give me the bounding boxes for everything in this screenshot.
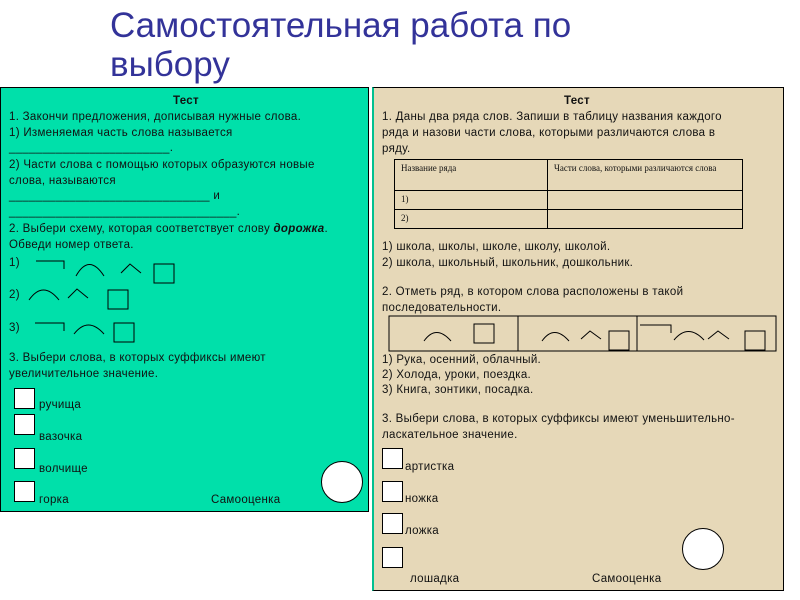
- word-row-1: 1) школа, школы, школе, школу, школой.: [382, 241, 611, 253]
- checkbox-gorka[interactable]: [14, 481, 35, 502]
- scheme-1: [36, 261, 174, 283]
- checkbox-vazochka[interactable]: [14, 414, 35, 435]
- table-cell[interactable]: 1): [395, 191, 548, 210]
- question-2-cont: последовательности.: [382, 302, 502, 314]
- option-1-label[interactable]: 1): [9, 257, 20, 269]
- word-label: ручища: [39, 399, 82, 411]
- root-icon: [29, 290, 59, 300]
- ending-icon: [640, 325, 671, 333]
- option-2-label[interactable]: 2): [9, 289, 20, 301]
- answer-1[interactable]: 1) Рука, осенний, облачный.: [382, 354, 542, 366]
- question-2-text: 2. Выбери схему, которая соответствует слову: [9, 223, 274, 235]
- root-icon: [76, 265, 104, 277]
- suffix-icon: [581, 331, 601, 339]
- word-label: ложка: [405, 525, 439, 537]
- question-1-2-cont: слова, называются: [9, 175, 116, 187]
- slide-title: [110, 6, 571, 84]
- self-assessment-circle[interactable]: [321, 461, 363, 503]
- question-2-instruction: Обведи номер ответа.: [9, 239, 134, 251]
- checkbox-loshadka[interactable]: [382, 547, 403, 568]
- suffix-icon: [121, 264, 141, 273]
- table-header: Части слова, которыми различаются слова: [548, 160, 743, 191]
- ending-box-icon: [609, 331, 629, 350]
- suffix-icon: [68, 289, 88, 298]
- question-3: 3. Выбери слова, в которых суффиксы имеют: [9, 352, 266, 364]
- word-label: лошадка: [410, 573, 460, 585]
- right-test-panel: [372, 87, 784, 591]
- question-1-1: 1) Изменяемая часть слова называется: [9, 127, 233, 139]
- word-label: волчище: [39, 463, 88, 475]
- question-1: 1. Закончи предложения, дописывая нужные слова.: [9, 111, 302, 123]
- question-1-cont: ряда и назови части слова, которыми различаются слова в: [382, 127, 716, 139]
- checkbox-volchishche[interactable]: [14, 448, 35, 469]
- word-label: ножка: [405, 493, 439, 505]
- root-icon: [674, 332, 704, 341]
- self-assessment-label: Самооценка: [211, 494, 281, 506]
- left-test-panel: [0, 87, 369, 512]
- title-line-1: Самостоятельная работа по: [110, 6, 572, 45]
- question-1: 1. Даны два ряда слов. Запиши в таблицу названия каждого: [382, 111, 722, 123]
- checkbox-nozhka[interactable]: [382, 481, 403, 502]
- question-2: 2. Отметь ряд, в котором слова расположены в такой: [382, 286, 684, 298]
- scheme-3: [35, 323, 134, 342]
- question-3-cont: ласкательное значение.: [382, 429, 518, 441]
- option-3-label[interactable]: 3): [9, 322, 20, 334]
- question-1-2: 2) Части слова с помощью которых образуются новые: [9, 159, 315, 171]
- word-row-2: 2) школа, школьный, школьник, дошкольник.: [382, 257, 634, 269]
- sequence-schemes: [374, 88, 783, 388]
- question-3-cont: увеличительное значение.: [9, 368, 159, 380]
- ending-icon: [35, 323, 64, 331]
- ending-box-icon: [474, 324, 494, 343]
- blank-1[interactable]: ________________________.: [9, 142, 174, 154]
- checkbox-artistka[interactable]: [382, 448, 403, 469]
- word-label: вазочка: [39, 431, 83, 443]
- target-word: дорожка: [273, 223, 325, 235]
- blank-3[interactable]: __________________________________.: [9, 206, 241, 218]
- ending-box-icon: [154, 264, 174, 283]
- word-label: артистка: [405, 461, 455, 473]
- title-line-2: выбору: [110, 45, 230, 84]
- root-icon: [424, 333, 451, 342]
- word-label: горка: [39, 494, 69, 506]
- suffix-icon: [708, 331, 729, 339]
- root-icon: [542, 333, 569, 342]
- word-schemes: [1, 88, 368, 348]
- question-2-end: .: [324, 223, 328, 235]
- table-cell[interactable]: 2): [395, 210, 548, 229]
- ending-box-icon: [108, 290, 128, 309]
- answer-2[interactable]: 2) Холода, уроки, поездка.: [382, 369, 532, 381]
- question-1-end: ряду.: [382, 143, 411, 155]
- table-header: Название ряда: [395, 160, 548, 191]
- root-icon: [74, 325, 104, 334]
- test-heading: Тест: [564, 95, 590, 107]
- blank-2[interactable]: ______________________________ и: [9, 190, 221, 202]
- self-assessment-label: Самооценка: [592, 573, 662, 585]
- ending-box-icon: [114, 323, 134, 342]
- ending-icon: [36, 261, 64, 269]
- question-3: 3. Выбери слова, в которых суффиксы имеют уменьшительно-: [382, 413, 735, 425]
- test-heading: Тест: [173, 95, 199, 107]
- ending-box-icon: [745, 331, 765, 350]
- answer-3[interactable]: 3) Книга, зонтики, посадка.: [382, 384, 534, 396]
- checkbox-ruchishcha[interactable]: [14, 388, 35, 409]
- self-assessment-circle[interactable]: [682, 528, 724, 570]
- checkbox-lozhka[interactable]: [382, 513, 403, 534]
- scheme-2: [29, 289, 128, 309]
